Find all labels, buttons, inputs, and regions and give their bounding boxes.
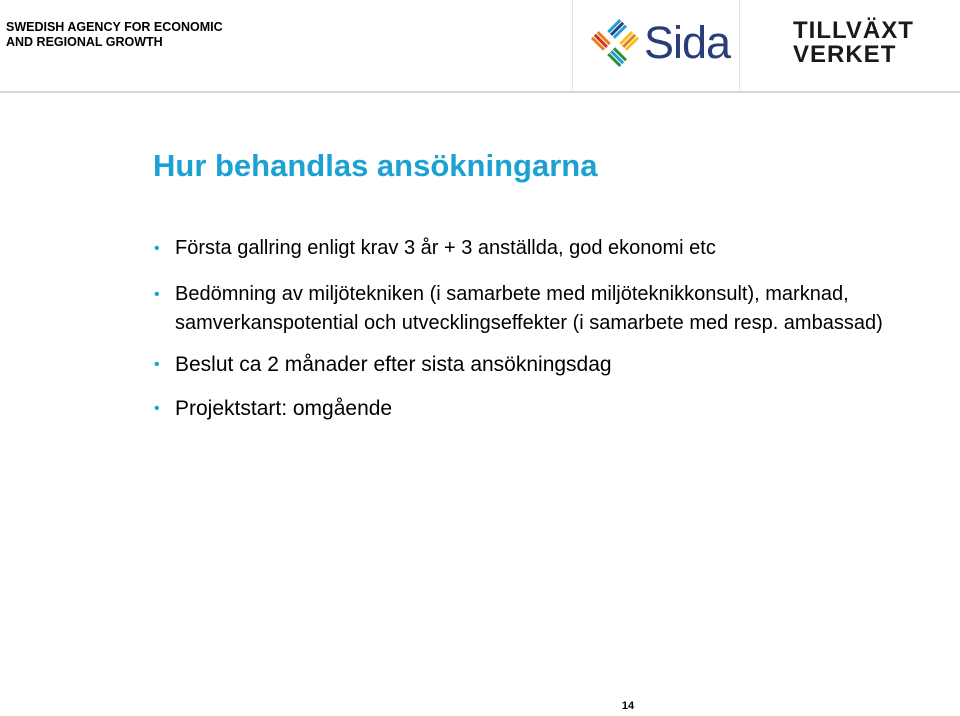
agency-name-line-1: SWEDISH AGENCY FOR ECONOMIC bbox=[6, 20, 223, 34]
bullet-list bbox=[154, 234, 934, 443]
sida-mark-icon bbox=[590, 18, 640, 68]
bullet-icon: • bbox=[154, 400, 160, 417]
bullet-icon: • bbox=[154, 286, 160, 303]
bullet-text: Projektstart: omgående bbox=[175, 397, 393, 420]
tillvaxtverket-logo bbox=[793, 16, 933, 66]
bullet-item bbox=[154, 350, 934, 379]
bullet-icon: • bbox=[154, 240, 160, 257]
agency-name-line-2: AND REGIONAL GROWTH bbox=[6, 35, 163, 49]
slide-title: Hur behandlas ansökningarna bbox=[153, 148, 598, 183]
bullet-text: Bedömning av miljötekniken (i samarbete med miljöteknikkonsult), marknad, samverkanspotential och utvecklingseffekter (i samarbete med resp. ambassad) bbox=[175, 283, 883, 334]
page-number: 14 bbox=[621, 700, 635, 712]
bullet-item bbox=[154, 280, 934, 338]
tillvaxt-logo-line-1: TILLVÄXT bbox=[793, 17, 914, 44]
sida-logo bbox=[572, 0, 740, 91]
agency-name bbox=[6, 20, 266, 50]
tillvaxt-logo-line-2: VERKET bbox=[793, 41, 897, 68]
bullet-icon: • bbox=[154, 356, 160, 373]
bullet-item bbox=[154, 234, 934, 263]
sida-logo-text: Sida bbox=[644, 17, 731, 68]
bullet-text: Beslut ca 2 månader efter sista ansökningsdag bbox=[175, 353, 612, 376]
bullet-item bbox=[154, 394, 934, 423]
bullet-text: Första gallring enligt krav 3 år + 3 anställda, god ekonomi etc bbox=[175, 237, 716, 259]
header-divider bbox=[0, 91, 960, 93]
